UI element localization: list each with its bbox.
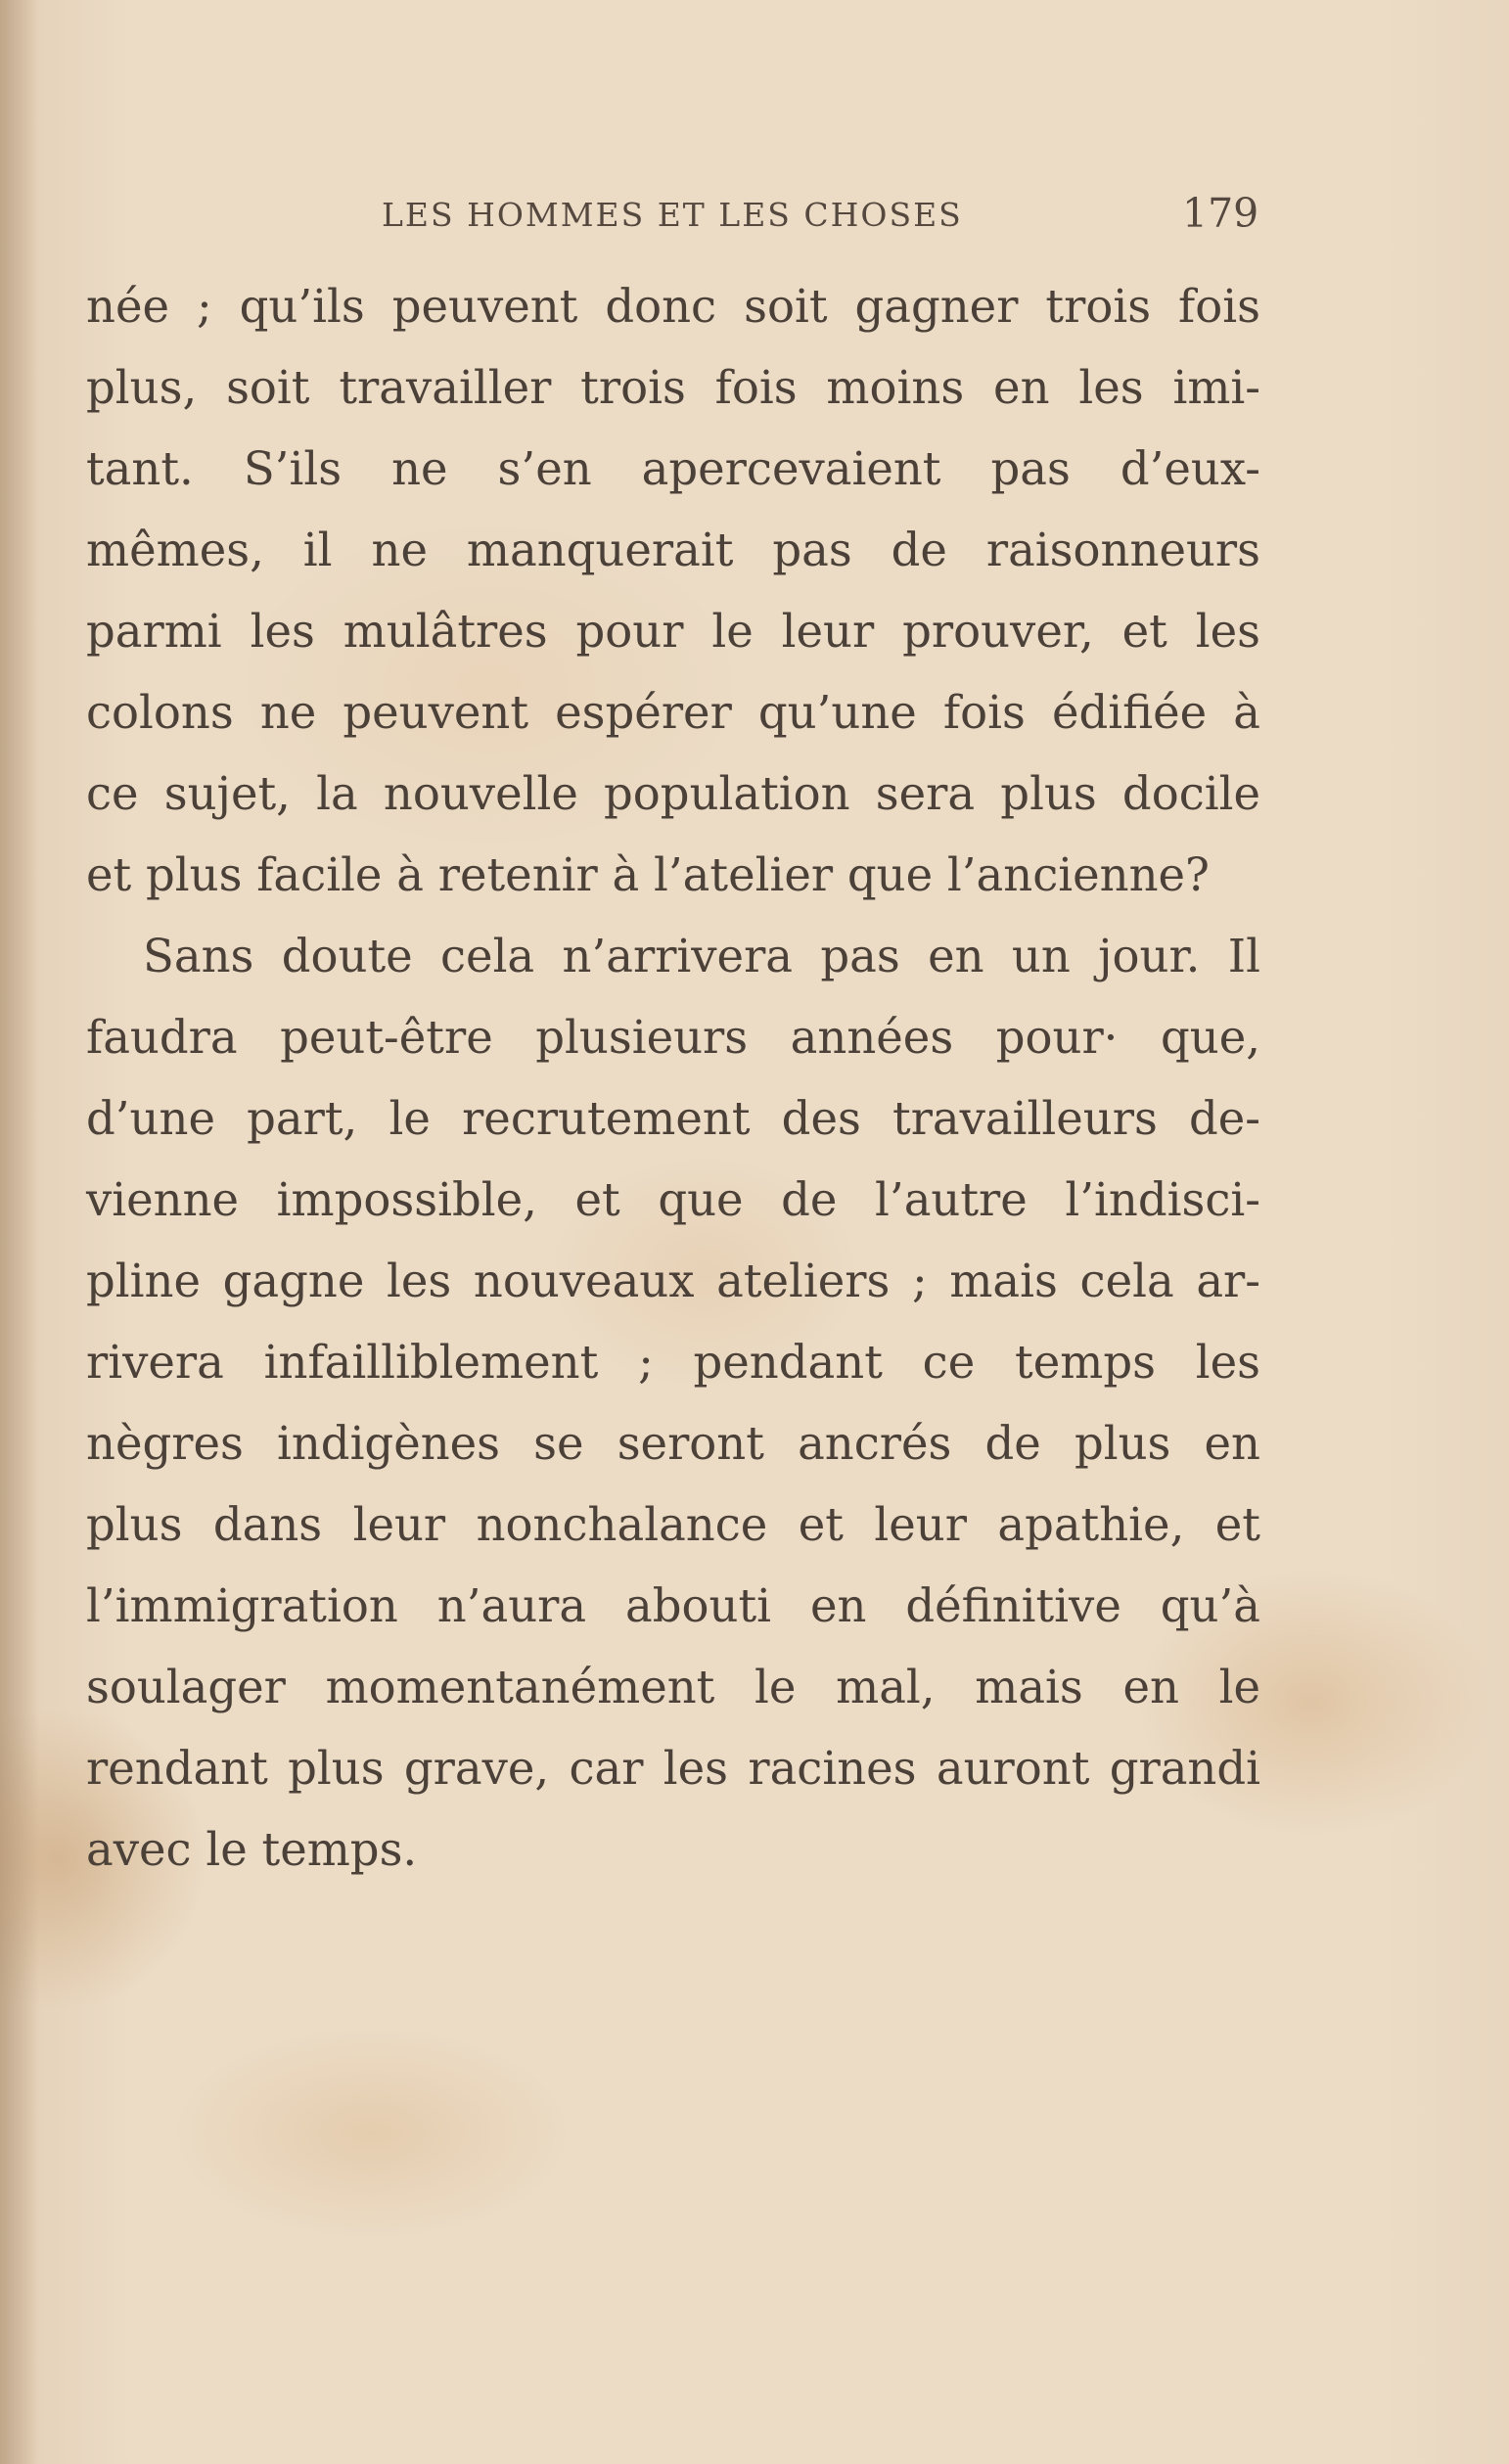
gutter-shadow bbox=[0, 0, 39, 2464]
text-line: faudra peut-être plusieurs années pour· que, bbox=[86, 1011, 1260, 1064]
text-line: l’immigration n’aura abouti en définitive qu’à bbox=[86, 1579, 1260, 1632]
text-line: plus, soit travailler trois fois moins en les imi- bbox=[86, 361, 1260, 414]
text-line: colons ne peuvent espérer qu’une fois édifiée à bbox=[86, 686, 1260, 739]
text-line: vienne impossible, et que de l’autre l’indisci- bbox=[86, 1173, 1260, 1226]
text-line: mêmes, il ne manquerait pas de raisonneurs bbox=[86, 524, 1260, 576]
text-line: Sans doute cela n’arrivera pas en un jour. Il bbox=[143, 930, 1260, 982]
text-line: parmi les mulâtres pour le leur prouver, et les bbox=[86, 605, 1260, 658]
text-line: avec le temps. bbox=[86, 1823, 418, 1876]
text-line: nègres indigènes se seront ancrés de plus en bbox=[86, 1417, 1260, 1470]
text-line: née ; qu’ils peuvent donc soit gagner trois fois bbox=[86, 280, 1260, 333]
text-line: pline gagne les nouveaux ateliers ; mais cela ar- bbox=[86, 1255, 1260, 1307]
text-line: plus dans leur nonchalance et leur apathie, et bbox=[86, 1498, 1260, 1551]
text-line: ce sujet, la nouvelle population sera plus docile bbox=[86, 767, 1260, 820]
page-number: 179 bbox=[1182, 190, 1259, 237]
text-line: rivera infailliblement ; pendant ce temps les bbox=[86, 1336, 1260, 1389]
body-text bbox=[86, 266, 1260, 1891]
text-line: et plus facile à retenir à l’atelier que l’ancienne? bbox=[86, 848, 1210, 901]
running-head: LES HOMMES ET LES CHOSES bbox=[382, 196, 963, 234]
text-line: tant. S’ils ne s’en apercevaient pas d’eux- bbox=[86, 442, 1260, 495]
text-line: rendant plus grave, car les racines auront grandi bbox=[86, 1742, 1260, 1795]
text-line: d’une part, le recrutement des travailleurs de- bbox=[86, 1092, 1260, 1145]
text-line: soulager momentanément le mal, mais en le bbox=[86, 1661, 1260, 1713]
